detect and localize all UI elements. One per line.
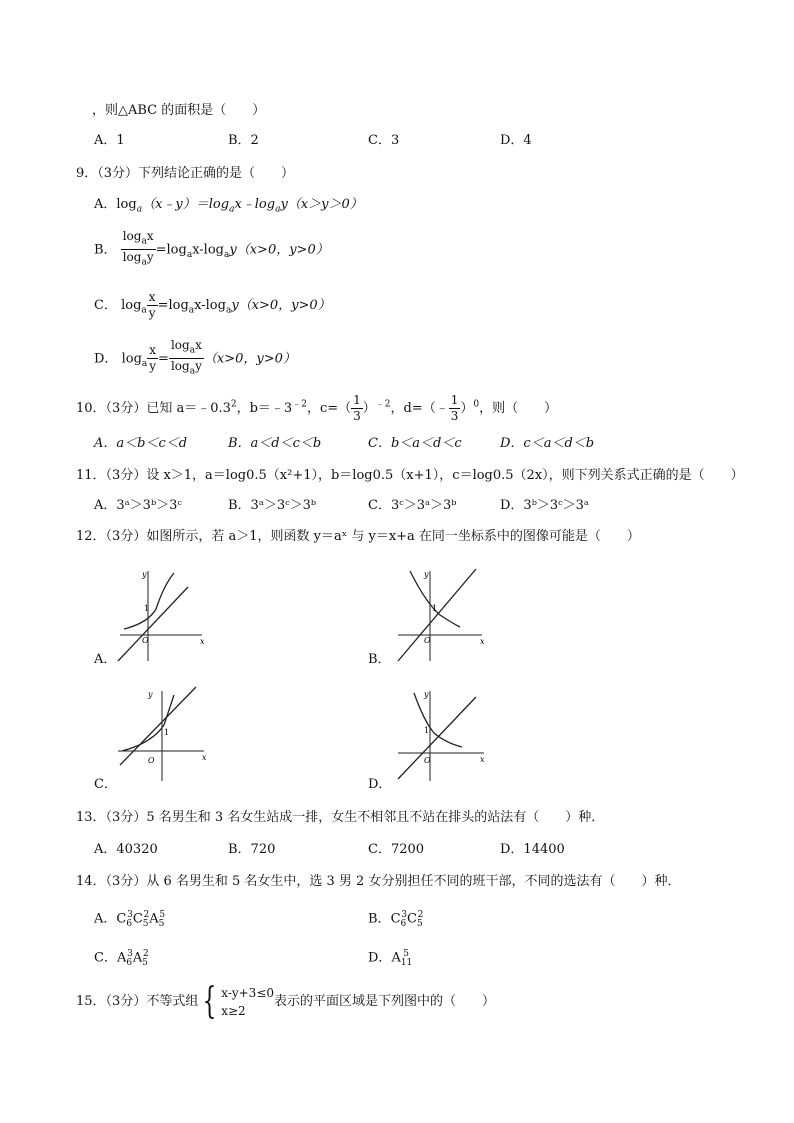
q8-tail: ，则△ABC 的面积是（ ） (92, 103, 266, 118)
q11-option-b: B．3ᵃ＞3ᶜ＞3ᵇ (228, 498, 317, 513)
q12-a-axis-x: x (200, 637, 205, 646)
q9-option-c: C． $\log_a$ $\frac{x}{y}$ $=\log_ax-\log_ay(x>0$，y>0） (94, 290, 331, 320)
q11-option-d: D．3ᵇ＞3ᶜ＞3ᵃ (500, 498, 589, 513)
q13-stem: 13．（3分）5 名男生和 3 名女生站成一排，女生不相邻且不站在排头的站法有（ ）种． (76, 810, 605, 825)
q12-graph-a (112, 565, 212, 665)
q12-graph-c (112, 685, 212, 785)
q12-a-axis-y: y (142, 570, 147, 579)
q9-option-d: D． $\log_a$ $\frac{x}{y}$ = $\frac{\log_ax}{\log_ay}$ （x>0，y>0） (94, 338, 296, 380)
q12-label-a: A． (94, 652, 117, 667)
q12-c-one: 1 (164, 728, 170, 737)
q9-stem: 9．（3分）下列结论正确的是（ ） (76, 166, 295, 181)
q13-option-b: B．720 (228, 842, 276, 857)
q10-option-a: A．a＜b＜c＜d (94, 436, 188, 451)
q13-option-c: C．7200 (368, 842, 425, 857)
q8-option-d: D．4 (500, 133, 532, 148)
q14-stem: 14．（3分）从 6 名男生和 5 名女生中，选 3 男 2 女分别担任不同的班干部，不同的选法有（ ）种． (76, 874, 681, 889)
q11-option-c: C．3ᶜ＞3ᵃ＞3ᵇ (368, 498, 457, 513)
q10-option-c: C．b＜a＜d＜c (368, 436, 462, 451)
q12-label-d: D． (368, 777, 392, 792)
q11-stem: 11．（3分）设 x＞1，a＝log0.5（x²+1），b＝log0.5（x+1），c＝log0.5（2x），则下列关系式正确的是（ ） (76, 468, 744, 483)
q15-brace: { (202, 980, 217, 1022)
q8-option-a: A．1 (94, 133, 125, 148)
q14-option-c: C．$A_6^3A_5^2$ (94, 949, 149, 968)
q10-c-fraction: $\frac{1}{3}$ (353, 393, 361, 423)
q12-graph-d (392, 685, 492, 785)
q9-d-fraction-1: $\frac{x}{y}$ (149, 343, 157, 374)
q12-d-axis-x: x (480, 755, 485, 764)
q9-option-a: A．$\log_a(x﹣y)=\log_ax﹣\log_ay(x>y>0)$ (94, 197, 363, 215)
q12-label-b: B． (368, 652, 391, 667)
q12-c-axis-x: x (202, 753, 207, 762)
q9-option-b: B． $\frac{\log_ax}{\log_ay}$ $=\log_ax-\log_ay(x>0$，y>0） (94, 229, 329, 271)
q12-b-axis-y: y (424, 570, 429, 579)
q14-option-b: B．$C_6^3C_5^2$ (368, 910, 424, 929)
q12-graph-b (392, 565, 492, 665)
q8-option-b: B．2 (228, 133, 259, 148)
q12-stem: 12．（3分）如图所示，若 a＞1，则函数 y＝aˣ 与 y＝x+a 在同一坐标系中的图像可能是（ ） (76, 529, 640, 544)
q12-d-origin: O (424, 756, 431, 765)
q12-c-axis-y: y (148, 690, 153, 699)
q12-b-origin: O (424, 636, 431, 645)
q12-d-one: 1 (424, 726, 430, 735)
q9-d-fraction-2: $\frac{\log_ax}{\log_ay}$ (170, 338, 202, 377)
q12-label-c: C． (94, 777, 117, 792)
q9-b-fraction: $\frac{\log_ax}{\log_ay}$ (122, 229, 154, 268)
q12-a-origin: O (142, 636, 149, 645)
q15-system: x-y+3≤0 x≥2 (221, 985, 275, 1018)
q11-option-a: A．3ᵃ＞3ᵇ＞3ᶜ (94, 498, 182, 513)
q8-option-c: C．3 (368, 133, 400, 148)
q10-option-d: D．c＜a＜d＜b (500, 436, 595, 451)
q13-option-d: D．14400 (500, 842, 565, 857)
q15-stem: 15．（3分）不等式组 { x-y+3≤0 x≥2 表示的平面区域是下列图中的（ ） (76, 980, 496, 1022)
q12-b-axis-x: x (480, 637, 485, 646)
q9-c-fraction: $\frac{x}{y}$ (148, 290, 156, 320)
q12-c-origin: O (148, 756, 155, 765)
q10-stem: 10．（3分）已知 $a=﹣0.3^2$，$b=﹣3^{﹣2}$，c=（ $\frac{1}{3}$ ）$^{﹣2}$，d=（﹣ $\frac{1}{3}$ ）$^0$，则（ ） (76, 393, 558, 423)
q12-b-one: 1 (432, 604, 438, 613)
q14-option-d: D．$A_{11}^5$ (368, 949, 413, 968)
q12-a-one: 1 (144, 604, 150, 613)
q14-option-a: A．$C_6^3C_5^2A_5^5$ (94, 910, 166, 929)
q10-d-fraction: $\frac{1}{3}$ (450, 393, 459, 423)
q13-option-a: A．40320 (94, 842, 158, 857)
q10-option-b: B．a＜d＜c＜b (228, 436, 322, 451)
q12-d-axis-y: y (424, 690, 429, 699)
